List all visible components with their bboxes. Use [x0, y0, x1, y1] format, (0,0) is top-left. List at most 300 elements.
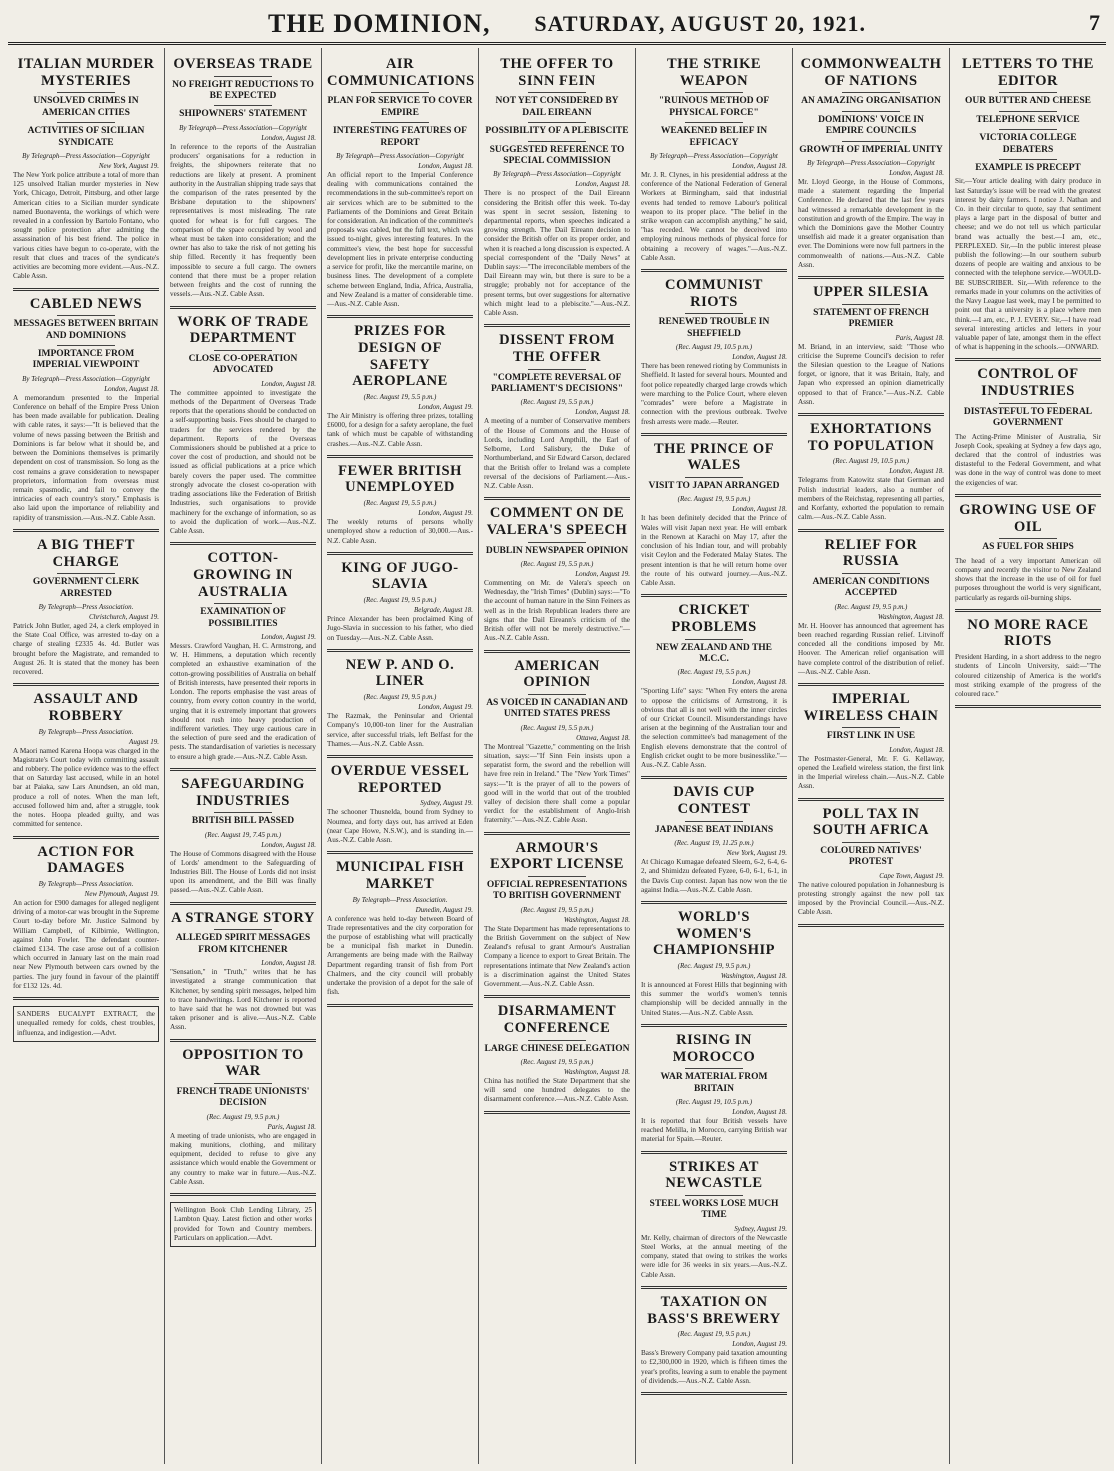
subheadline: SHIPOWNERS' STATEMENT [179, 109, 307, 120]
divider [214, 105, 272, 106]
subheadline: AN AMAZING ORGANISATION [801, 96, 941, 107]
article-separator [327, 315, 473, 318]
article-body: The New York police attribute a total of more than 125 unsolved Italian murder mysteries in New York, Chicago, Detroit, Pittsburg, and other large American cities to a Sicilian murder syndicate named Buonaventa, the workings of which were revealed in a confession by Bartolo Fontano, who sought police protection after admitting the assassination of his best friend. The police in various cities have begun to co-operate, with the result that clues and traces of the syndicate's activities are becoming more evident.—Aus.-N.Z. Cable Assn. [13, 170, 159, 281]
byline: (Rec. August 19, 9.5 p.m.) [520, 1057, 594, 1066]
article [798, 284, 944, 407]
byline: (Rec. August 19, 9.5 p.m.) [206, 1112, 280, 1121]
divider [999, 538, 1057, 539]
article [13, 691, 159, 829]
article-body: The head of a very important American oil company and recently the visitor to New Zealand shows that the increase in the use of oil for fuel purposes throughout the world is very significant, particularly as regards oil-burning ships. [955, 556, 1101, 602]
article [170, 314, 316, 537]
newspaper-title: THE DOMINION, [268, 9, 491, 38]
article [798, 806, 944, 918]
divider [685, 1068, 743, 1069]
article-separator [327, 455, 473, 458]
article-body: The committee appointed to investigate the methods of the Department of Overseas Trade reports that the operations should be conducted on a self-supporting basis. Fees should be charged to traders for the services rendered by the department. Reports of the Overseas Commissioners should be published at a price to cover the cost of production, and should not be issued as official publications at a price which barely covers the paper used. The committee strongly advocate the closest co-operation with trading associations like the Federation of British Industries, such organisations to provide machinery for the exchange of information, so as to avoid the duplication of work.—Aus.-N.Z. Cable Assn. [170, 388, 316, 535]
divider [685, 92, 743, 93]
article [13, 844, 159, 992]
headline: AIR COMMUNICATIONS [327, 56, 475, 89]
issue-date: SATURDAY, AUGUST 20, 1921. [534, 11, 866, 36]
article [641, 56, 787, 263]
article-body: The Postmaster-General, Mr. F. G. Kellaway, opened the Leafield wireless station, the first link in the Imperial wireless chain.—Aus.-N.Z. Cable Assn. [798, 754, 944, 791]
article-body: It is reported that four British vessels have reached Melilla, in Morocco, carrying British war material for Spain.—Reuter. [641, 1116, 787, 1144]
article-separator [641, 1024, 787, 1027]
headline: WORK OF TRADE DEPARTMENT [177, 313, 309, 347]
dateline: London, August 18. [261, 840, 316, 849]
article-separator [641, 433, 787, 436]
subheadline: AS FUEL FOR SHIPS [982, 542, 1074, 553]
subheadline: WEAKENED BELIEF IN EFFICACY [660, 126, 768, 148]
subheadline: MESSAGES BETWEEN BRITAIN AND DOMINIONS [13, 319, 159, 341]
headline: COMMONWEALTH OF NATIONS [800, 56, 942, 89]
byline: (Rec. August 19, 9.5 p.m.) [363, 596, 437, 605]
article-separator [327, 552, 473, 555]
subheadline: IMPORTANCE FROM IMPERIAL VIEWPOINT [32, 348, 140, 371]
article-separator [641, 269, 787, 272]
headline: RELIEF FOR RUSSIA [824, 536, 918, 570]
divider [999, 129, 1057, 130]
article-body: The schooner Thusnelda, bound from Sydney to Noumea, and forty days out, has arrived at Eden (near Cape Howe, N.S.W.), and is standing in.—Aus.-N.Z. Cable Assn. [327, 808, 473, 844]
dateline: London, August 18. [889, 745, 944, 754]
subheadline: COLOURED NATIVES' PROTEST [820, 845, 922, 868]
headline: GROWING USE OF OIL [959, 501, 1097, 535]
headline: LETTERS TO THE EDITOR [962, 56, 1094, 89]
article [641, 784, 787, 895]
divider [685, 821, 743, 822]
article-separator [798, 924, 944, 927]
article [484, 505, 630, 643]
article-separator [641, 901, 787, 904]
article [641, 909, 787, 1018]
article-body: Mr. H. Hoover has announced that agreement has been reached regarding Russian relief. Litvinoff conceded all the conditions imposed by Mr. Hoover. The American relief organisation will have complete control of the distribution of relief.—Aus.-N.Z. Cable Assn. [798, 621, 944, 676]
article [641, 1032, 787, 1145]
byline: By Telegraph—Press Association—Copyright [650, 151, 778, 160]
article [170, 56, 316, 300]
article-body: An official report to the Imperial Conference dealing with communications contained the recommendations in the sub-committee's report on air services which are to be submitted to the Parliaments of the Dominions and Great Britain for consideration. An indication of the committee's proposals was cabled, but the full text, which was issued to-night, gives interesting features. In the committee's view, the best hope for successful development lies in private enterprise conducting a service for profit, like the mercantile marine, on business lines. The development of a complete scheme between England, India, Africa, Australia, and New Zealand is a matter of considerable time.—Aus.-N.Z. Cable Assn. [327, 170, 474, 308]
divider [371, 92, 429, 93]
subheadline: AS VOICED IN CANADIAN AND UNITED STATES PRESS [486, 697, 628, 720]
article [798, 56, 944, 270]
headline: A STRANGE STORY [171, 909, 315, 926]
article-separator [955, 358, 1101, 361]
dateline: Ottawa, August 18. [576, 733, 630, 742]
byline: By Telegraph—Press Association—Copyright [336, 151, 464, 160]
headline: OVERDUE VESSEL REPORTED [330, 762, 470, 796]
dateline: London, August 18. [732, 678, 787, 687]
headline: A BIG THEFT CHARGE [37, 536, 135, 570]
byline: (Rec. August 19, 5.5 p.m.) [520, 559, 594, 568]
article-body: President Harding, in a short address to the negro students of Lincoln University, said:—"The coloured citizenship of America is the world's most striking example of the progress of the coloured race." [955, 653, 1101, 698]
article-separator [170, 768, 316, 771]
article-body: M. Briand, in an interview, said: "Those who criticise the Supreme Council's decision to refer the Silesian question to the League of Nations forget, or ignore, that it was Britain, Italy, and Japan who expressed an opinion diametrically opposed to that of France."—Aus.-N.Z. Cable Assn. [798, 342, 944, 406]
subheadline: TELEPHONE SERVICE [976, 114, 1080, 125]
masthead [8, 6, 1106, 45]
divider [214, 812, 272, 813]
dateline: London, August 18. [261, 133, 316, 142]
article [641, 1294, 787, 1386]
subheadline: RENEWED TROUBLE IN SHEFFIELD [658, 317, 770, 339]
article-body: Prince Alexander has been proclaimed King of Jugo-Slavia in succession to his father, who died on Tuesday.—Aus.-N.Z. Cable Assn. [327, 615, 473, 642]
byline: (Rec. August 19, 9.5 p.m.) [677, 1330, 751, 1339]
dateline: London, August 19. [261, 632, 316, 641]
headline: POLL TAX IN SOUTH AFRICA [813, 805, 929, 839]
byline: (Rec. August 19, 10.5 p.m.) [675, 1097, 753, 1106]
byline: (Rec. August 19, 5.5 p.m.) [677, 668, 751, 677]
column-4 [479, 48, 636, 1464]
article-separator [484, 497, 630, 500]
divider [842, 92, 900, 93]
column-1 [8, 48, 165, 1464]
article [641, 602, 787, 770]
divider [528, 1040, 586, 1041]
headline: FEWER BRITISH UNEMPLOYED [338, 462, 462, 496]
article [641, 1159, 787, 1280]
dateline: Dunedin, August 19. [415, 905, 473, 914]
article-separator [484, 995, 630, 998]
headline: CABLED NEWS [29, 295, 143, 312]
article-separator [13, 997, 159, 1000]
article-separator [327, 851, 473, 854]
article [327, 859, 473, 997]
dateline: London, August 18. [261, 959, 316, 968]
dateline: London, August 19. [418, 402, 473, 411]
article [955, 502, 1101, 603]
divider [842, 141, 900, 142]
byline: By Telegraph—Press Association—Copyright [22, 374, 150, 383]
divider [214, 350, 272, 351]
divider [999, 111, 1057, 112]
column-6 [793, 48, 950, 1464]
divider [999, 92, 1057, 93]
dateline: London, August 18. [261, 379, 316, 388]
headline: OVERSEAS TRADE [173, 56, 313, 72]
article [13, 537, 159, 677]
subheadline: "RUINOUS METHOD OF PHYSICAL FORCE" [658, 96, 770, 118]
article-separator [484, 1111, 630, 1114]
article [170, 550, 316, 762]
divider [528, 369, 586, 370]
byline: By Telegraph—Press Association—Copyright [22, 151, 150, 160]
article-separator [955, 494, 1101, 497]
divider [528, 122, 586, 123]
byline: (Rec. August 19, 11.25 p.m.) [674, 839, 754, 848]
article-body: There is no prospect of the Dail Eireann considering the British offer this week. To-day was spent in secret session, listening to departmental reports, when speeches indicated a growing strength. The Dail Eireann decision to consider the British offer on its proper order, and when it is reached a long discussion is expected. A special correspondent of the "Daily News" at Dublin says:—"The irreconcilable members of the Dail Eireann may win, but there is sure to be a struggle; probably not for acceptance of the present terms, but over suggestions for alternative which might lead to a plebiscite."—Aus.-N.Z. Cable Assn. [484, 189, 630, 318]
advertisement-text: Wellington Book Club Lending Library, 25 Lambton Quay. Latest fiction and other works provided for Town and Country members. Particulars on application.—Advt. [174, 1206, 312, 1242]
page-number: 7 [1089, 10, 1100, 35]
dateline: London, August 18. [732, 1107, 787, 1116]
article [955, 617, 1101, 699]
article-separator [798, 798, 944, 801]
article-separator [327, 649, 473, 652]
subheadline: FIRST LINK IN USE [826, 731, 916, 742]
article-body: A meeting of a number of Conservative members of the House of Commons and the House of Lords, including Lord Ampthill, the Earl of Selborne, Lord Salisbury, the Duke of Northumberland, and Sir Edward Carson, declared that the British offer to Ireland was a complete reversal of the decisions of Parliament.—Aus.-N.Z. Cable Assn. [484, 417, 630, 491]
headline: COMMENT ON DE VALERA'S SPEECH [486, 505, 628, 538]
byline: By Telegraph—Press Association—Copyright [493, 170, 621, 179]
divider [842, 573, 900, 574]
dateline: New York, August 19. [98, 161, 159, 170]
article-body: The House of Commons disagreed with the House of Lords' amendment to the Safeguarding of Industries Bill. The House of Lords did not insist upon its amendment, and the Bill was finally passed.—Aus.-N.Z. Cable Assn. [170, 849, 316, 895]
byline: (Rec. August 19, 5.5 p.m.) [520, 723, 594, 732]
article [327, 56, 473, 309]
article-body: Commenting on Mr. de Valera's speech on Wednesday, the "Irish Times" (Dublin) says:—"To the account of human nature in the Sinn Feiners as well as in the Irish Republican leaders there are signs that the Dail Eireann's criticism of the British offer will not be merely destructive."—Aus.-N.Z. Cable Assn. [484, 578, 630, 643]
article-separator [13, 288, 159, 291]
article-body: An action for £900 damages for alleged negligent driving of a motor-car was brought in the Supreme Court to-day before Mr. Justice Salmond by William Campbell, of Kilbirnie, Wellington, against John Fowler. The defendant counter-claimed £134. The case arose out of a collision which occurred in January last on the main road near New Plymouth between cars owned by the parties. The jury found in favour of the plaintiff for £132 12s. 4d. [13, 898, 159, 990]
article-separator [170, 306, 316, 309]
byline: By Telegraph—Press Association. [38, 727, 134, 736]
headline: ACTION FOR DAMAGES [37, 843, 135, 877]
headline: UPPER SILESIA [813, 284, 929, 301]
article-separator [641, 594, 787, 597]
dateline: Sydney, August 19. [420, 799, 473, 808]
divider [371, 122, 429, 123]
article-separator [170, 902, 316, 905]
article-body: There has been renewed rioting by Communists in Sheffield. It lasted for several hours. Mounted and foot police repeatedly charged large crowds which were marching to the Police Court, where eleven "comrades" were before a Magistrate in connection with the previous outbreak. Twelve fresh arrests were made.—Reuter. [641, 362, 787, 426]
article-body: The weekly returns of persons wholly unemployed show a reduction of 30,000.—Aus.-N.Z. Cable Assn. [327, 518, 473, 545]
article [798, 421, 944, 522]
headline: EXHORTATIONS TO POPULATION [807, 421, 935, 454]
subheadline: AMERICAN CONDITIONS ACCEPTED [812, 576, 930, 599]
article-body: The native coloured population in Johannesburg is protesting strongly against the new poll tax imposed by the Provincial Council.—Aus.-N.Z. Cable Assn. [798, 880, 944, 917]
subheadline: LARGE CHINESE DELEGATION [484, 1043, 630, 1054]
subheadline: VISIT TO JAPAN ARRANGED [648, 481, 780, 492]
divider [685, 1195, 743, 1196]
headline: THE STRIKE WEAPON [666, 56, 762, 89]
divider [528, 694, 586, 695]
divider [842, 727, 900, 728]
subheadline: CLOSE CO-OPERATION ADVOCATED [188, 353, 298, 376]
divider [842, 304, 900, 305]
subheadline: SUGGESTED REFERENCE TO SPECIAL COMMISSION [489, 144, 625, 166]
divider [214, 1083, 272, 1084]
divider [685, 639, 743, 640]
divider [57, 92, 115, 93]
divider [685, 313, 743, 314]
headline: TAXATION ON BASS'S BREWERY [647, 1293, 781, 1327]
article-body: Messrs. Crawford Vaughan, H. C. Armstrong, and W. H. Himmens, a deputation which recently completed an exhaustive examination of the cotton-growing possibilities of Australia on behalf of British interests, have presented their reports in London. The reports emphasise the vast areas of country, from every cotton country in the world, urging that it is extremely important that growers should not rush into heavy production of indifferent varieties. They urge cautious care in the selection of pure seed and the eradication of pests. The standardisation of varieties is necessary to ensure a high grade.—Aus.-N.Z. Cable Assn. [170, 641, 316, 761]
article-separator [641, 1286, 787, 1289]
byline: (Rec. August 19, 10.5 p.m.) [832, 457, 910, 466]
article-separator [955, 705, 1101, 708]
headline: ARMOUR'S EXPORT LICENSE [490, 839, 624, 873]
article [641, 441, 787, 588]
article [327, 463, 473, 546]
dateline: Washington, August 18. [563, 1067, 630, 1076]
article-separator [641, 776, 787, 779]
dateline: New York, August 19. [726, 849, 787, 858]
article-separator [170, 542, 316, 545]
headline: WORLD'S WOMEN'S CHAMPIONSHIP [653, 908, 775, 959]
headline: NO MORE RACE RIOTS [967, 616, 1089, 650]
article-separator [798, 413, 944, 416]
dateline: London, August 18. [889, 168, 944, 177]
article-body: A conference was held to-day between Board of Trade representatives and the city corporation for the purpose of establishing what will practically be a municipal fish market in Dunedin. Arrangements are being made with the Railway Department regarding transit of fish from Port Chalmers, and the city council will probably undertake the provision of a depot for the sale of fish. [327, 914, 473, 997]
subheadline: GROWTH OF IMPERIAL UNITY [799, 144, 943, 155]
byline: (Rec. August 19, 9.5 p.m.) [520, 905, 594, 914]
article-separator [327, 755, 473, 758]
headline: CRICKET PROBLEMS [671, 602, 757, 635]
byline: By Telegraph—Press Association. [352, 895, 448, 904]
byline: (Rec. August 19, 10.5 p.m.) [675, 343, 753, 352]
headline: COMMUNIST RIOTS [665, 277, 763, 310]
subheadline: STEEL WORKS LOSE MUCH TIME [649, 1198, 779, 1221]
dateline: New Plymouth, August 19. [84, 889, 159, 898]
article-body: Patrick John Butler, aged 24, a clerk employed in the State Coal Office, was arrested to-day on a charge of stealing £2335 4s. 4d. Butler was brought before the Magistrate, and remanded to August 26. It is stated that the money has been recovered. [13, 621, 159, 677]
article-separator [955, 609, 1101, 612]
byline: (Rec. August 19, 9.5 p.m.) [834, 602, 908, 611]
subheadline: UNSOLVED CRIMES IN AMERICAN CITIES [33, 96, 139, 118]
article-body: A memorandum presented to the Imperial Conference on behalf of the Empire Press Union has been made available for publication. Dealing with cable rates, it says:—"It is believed that the volume of news passing between the British and Dominions is far below what it should be, and between the Dominions themselves is primarily dependent on cost of transmission. So long as the cost remains a grave consideration to newspaper proprietors, information from overseas must remain spasmodic, and fail to convey the intricacies of each country's story." Emphasis is also laid upon the importance of reliability and rapidity of transmission.—Aus.-N.Z. Cable Assn. [13, 393, 159, 522]
subheadline: NOT YET CONSIDERED BY DAIL EIREANN [495, 96, 619, 118]
article-body: It has been definitely decided that the Prince of Wales will visit Japan next year. He will embark in the Renown at Karachi on May 17, after the conclusion of his Indian tour, and will probably visit Ceylon and the Federated Malay States. The present intention is that he will return home over the route of his outward journey.—Aus.-N.Z. Cable Assn. [641, 514, 787, 588]
article-separator [641, 1151, 787, 1154]
divider [842, 842, 900, 843]
subheadline: WAR MATERIAL FROM BRITAIN [660, 1072, 768, 1094]
article [13, 296, 159, 523]
article-separator [484, 650, 630, 653]
article-separator [13, 529, 159, 532]
column-5 [636, 48, 793, 1464]
article-separator [798, 276, 944, 279]
headline: PRIZES FOR DESIGN OF SAFETY AEROPLANE [352, 323, 448, 390]
article-body: The Air Ministry is offering three prizes, totalling £6000, for a design for a safety aeroplane, the fuel tank of which must be capable of withstanding crashes.—Aus.-N.Z. Cable Assn. [327, 411, 473, 448]
divider [685, 477, 743, 478]
article-body: The Razmak, the Peninsular and Oriental Company's 10,000-ton liner for the Australian service, after successful trials, left Belfast for the Thames.—Aus.-N.Z. Cable Assn. [327, 712, 473, 748]
headline: ITALIAN MURDER MYSTERIES [17, 56, 155, 89]
article-body: At Chicago Kumagae defeated Sleem, 6-2, 6-4, 6-2, and Shimidzu defeated Fyzee, 6-0, 6-1, 6-1, in the Davis Cup contest. Japan has now won the tie against India.—Aus.-N.Z. Cable Assn. [641, 858, 787, 894]
dateline: London, August 19. [418, 703, 473, 712]
article-separator [327, 1004, 473, 1007]
article-separator [798, 529, 944, 532]
dateline: Belgrade, August 18. [414, 606, 473, 615]
dateline: London, August 18. [732, 353, 787, 362]
divider [528, 876, 586, 877]
article-body: Telegrams from Katowitz state that German and Polish industrial leaders, also a number of members of the Reichstag, representing all parties, and Korfanty, exhorted the population to remain calm.—Aus.-N.Z. Cable Assn. [798, 476, 944, 522]
dateline: Paris, August 18. [895, 333, 944, 342]
article-body: The State Department has made representations to the British Government on the subject of New Zealand's refusal to grant Armour's Australian Company a licence to export to Great Britain. The representations intimate that New Zealand's action is a discrimination against the United States Government.—Aus.-N.Z. Cable Assn. [484, 924, 630, 989]
article [484, 1003, 630, 1104]
article [484, 658, 630, 826]
byline: By Telegraph—Press Association—Copyright [179, 123, 307, 132]
divider [999, 159, 1057, 160]
columns-container [8, 48, 1106, 1464]
subheadline: VICTORIA COLLEGE DEBATERS [979, 133, 1077, 155]
advertisement-text: SANDERS EUCALYPT EXTRACT, the unequalled remedy for colds, chest troubles, influenza, and indigestion.—Advt. [17, 1010, 155, 1037]
headline: STRIKES AT NEWCASTLE [665, 1158, 763, 1192]
headline: NEW P. AND O. LINER [345, 656, 455, 690]
article-body: China has notified the State Department that she will send one hundred delegates to the disarmament conference.—Aus.-N.Z. Cable Assn. [484, 1076, 630, 1104]
article [798, 691, 944, 792]
dateline: Paris, August 18. [267, 1122, 316, 1131]
article-separator [170, 1039, 316, 1042]
subheadline: OFFICIAL REPRESENTATIONS TO BRITISH GOVERNMENT [486, 879, 628, 902]
article-separator [484, 324, 630, 327]
dateline: Washington, August 18. [877, 612, 944, 621]
headline: DISSENT FROM THE OFFER [499, 332, 615, 366]
divider [214, 76, 272, 77]
divider [685, 122, 743, 123]
article [13, 56, 159, 282]
divider [214, 603, 272, 604]
headline: SAFEGUARDING INDUSTRIES [181, 775, 305, 809]
article [170, 776, 316, 896]
byline: By Telegraph—Press Association. [38, 879, 134, 888]
subheadline: FRENCH TRADE UNIONISTS' DECISION [176, 1086, 310, 1109]
headline: AMERICAN OPINION [514, 657, 600, 691]
article [327, 657, 473, 749]
article-separator [170, 1193, 316, 1196]
headline: DISARMAMENT CONFERENCE [497, 1003, 617, 1036]
dateline: London, August 19. [575, 569, 630, 578]
byline: (Rec. August 19, 5.5 p.m.) [363, 499, 437, 508]
advertisement [13, 1006, 159, 1042]
article-body: Sir,—Your article dealing with dairy produce in last Saturday's issue will be read with the greatest interest by dairy farmers. I notice J. Nathan and Co. in their circular to quote, say that sentiment plays a large part in the disposal of butter and cheese; and we do not tell us which particular brand was actually the best.—I am, etc., PERPLEXED. Sir,—In the public interest please publish the following:—In our southern suburb dozens of people are waiting and anxious to be connected with the telephone service.—WOULD-BE SUBSCRIBER. Sir,—With reference to the remarks made in your columns on the activities of the Navy League last week, may I be permitted to point out that a university is a place where men think.—I am, etc., P. J. EVERY. Sir,—I have read several interesting articles and letters in your valuable paper of late, amongst them in the effect of what is happening in the schools.—ONWARD. [955, 177, 1101, 352]
divider [999, 403, 1057, 404]
headline: CONTROL OF INDUSTRIES [977, 366, 1079, 400]
divider [214, 929, 272, 930]
divider [57, 345, 115, 346]
dateline: Sydney, August 19. [734, 1224, 787, 1233]
subheadline: STATEMENT OF FRENCH PREMIER [813, 307, 929, 330]
dateline: Cape Town, August 19. [879, 871, 944, 880]
dateline: London, August 19. [732, 1340, 787, 1349]
article-body: The Montreal "Gazette," commenting on the Irish situation, says:—"If Sinn Fein insists upon a separatist form, the sword and the rebellion will have free rein in Ireland." The "New York Times" says:—"It is the prayer of all to the powers of good will in the world that out of the troubled valley of decision there shall come a popular verdict for the establishment of Anglo-Irish fraternity."—Aus.-N.Z. Cable Assn. [484, 742, 630, 825]
headline: RISING IN MOROCCO [672, 1031, 756, 1065]
byline: (Rec. August 19, 5.5 p.m.) [363, 392, 437, 401]
dateline: Washington, August 18. [720, 971, 787, 980]
advertisement [170, 1202, 316, 1247]
article-separator [13, 836, 159, 839]
article-body: Mr. Kelly, chairman of directors of the Newcastle Steel Works, at the annual meeting of the company, stated that owing to strikes the works were idle for 36 weeks in six years.—Aus.-N.Z. Cable Assn. [641, 1233, 787, 1279]
headline: IMPERIAL WIRELESS CHAIN [803, 690, 939, 724]
byline: (Rec. August 19, 5.5 p.m.) [520, 398, 594, 407]
headline: OPPOSITION TO WAR [182, 1046, 304, 1080]
dateline: August 19. [129, 737, 159, 746]
dateline: London, August 18. [575, 180, 630, 189]
article [955, 56, 1101, 352]
headline: MUNICIPAL FISH MARKET [336, 859, 464, 892]
subheadline: DOMINIONS' VOICE IN EMPIRE COUNCILS [818, 114, 924, 137]
byline: (Rec. August 19, 9.5 p.m.) [677, 961, 751, 970]
dateline: London, August 18. [418, 161, 473, 170]
article-body: A meeting of trade unionists, who are engaged in making munitions, clothing, and military equipment, decided to refuse to give any assistance which would enable the Government or any country to make war in future.—Aus.-N.Z. Cable Assn. [170, 1131, 316, 1186]
column-3 [322, 48, 479, 1464]
column-7 [950, 48, 1106, 1464]
article [327, 560, 473, 643]
article-body: "Sporting Life" says: "When Fry enters the arena to oppose the criticisms of Armstrong, it is obvious that all is not well with the inner circles of our Cricket Council. Misunderstandings have arisen at the beginning of the Australian tour and the selection committee's bad management of the English elevens demonstrate that the control of English cricket ought to be more businesslike."—Aus.-N.Z. Cable Assn. [641, 687, 787, 770]
article [484, 332, 630, 491]
subheadline: ALLEGED SPIRIT MESSAGES FROM KITCHENER [175, 933, 311, 955]
divider [528, 92, 586, 93]
headline: DAVIS CUP CONTEST [673, 784, 755, 817]
subheadline: EXAMPLE IS PRECEPT [975, 162, 1081, 173]
dateline: Washington, August 18. [563, 915, 630, 924]
divider [528, 542, 586, 543]
byline: By Telegraph—Press Association. [38, 602, 134, 611]
article-body: In reference to the reports of the Australian producers' organisations for a reduction in freights, the shipowners reiterate that no reductions are likely at present. A prominent authority in the Australian shipping trade says that the comparison of the rates presented by the Brisbane deputation to the shipowners' representatives is most misleading. The rate quoted for wheat is for full cargoes. The comparison of the space occupied by wool and wheat must be taken into consideration; and the owner has also to take the risk of not getting his ship filled. Recently it has frequently been impossible to secure a full cargo. The owners contend that there must be a proper relation between freights and the cost of running the vessels.—Aus.-N.Z. Cable Assn. [170, 142, 316, 299]
subheadline: NO FREIGHT REDUCTIONS TO BE EXPECTED [172, 79, 314, 102]
byline: (Rec. August 19, 9.5 p.m.) [677, 495, 751, 504]
column-2 [165, 48, 322, 1464]
byline: By Telegraph—Press Association—Copyright [807, 158, 935, 167]
article [641, 277, 787, 427]
subheadline: EXAMINATION OF POSSIBILITIES [200, 607, 286, 629]
article [170, 910, 316, 1033]
subheadline: "COMPLETE REVERSAL OF PARLIAMENT'S DECISIONS" [490, 372, 624, 395]
divider [528, 141, 586, 142]
byline: (Rec. August 19, 7.45 p.m.) [204, 830, 282, 839]
article [327, 323, 473, 449]
subheadline: INTERESTING FEATURES OF REPORT [333, 126, 467, 148]
